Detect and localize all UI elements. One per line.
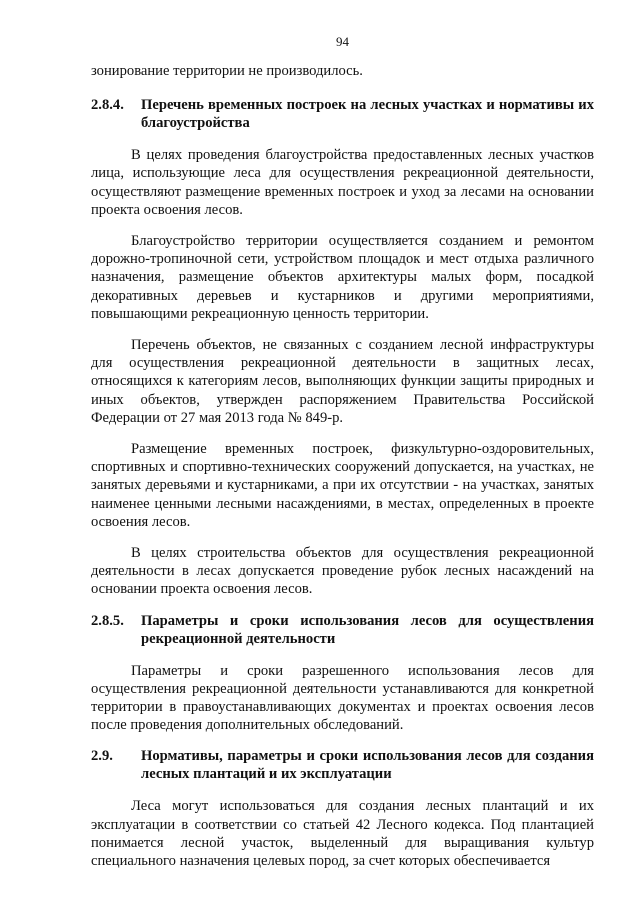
section-heading xyxy=(91,747,594,783)
paragraph: Благоустройство территории осуществляется созданием и ремонтом дорожно-тропиночной сети, устройством площадок и мест отдыха различного назначения, размещение объектов архитектуры малых форм, посадкой декоративных деревьев и кустарников и другими мероприятиями, повышающими рекреационную ценность территории. xyxy=(91,233,594,322)
section-title: Параметры и сроки использования лесов для осуществления рекреационной деятельности xyxy=(141,612,594,647)
section-2-8-4 xyxy=(91,96,594,598)
section-number: 2.8.4. xyxy=(91,97,124,114)
section-title: Нормативы, параметры и сроки использования лесов для создания лесных плантаций и их эксплуатации xyxy=(141,748,594,783)
lead-text: зонирование территории не производилось. xyxy=(91,63,363,79)
section-heading xyxy=(91,612,594,648)
paragraph: Параметры и сроки разрешенного использования лесов для осуществления рекреационной деятельности устанавливаются для конкретной территории в правоустанавливающих документах и проектах освоения лесов после проведения дополнительных обследований. xyxy=(91,662,594,734)
paragraph: В целях строительства объектов для осуществления рекреационной деятельности в лесах допускается проведение рубок лесных насаждений на основании проекта освоения лесов. xyxy=(91,545,594,598)
paragraph: Перечень объектов, не связанных с созданием лесной инфраструктуры для осуществления рекреационной деятельности в защитных лесах, относящихся к категориям лесов, выполняющих функции защиты природных и иных объектов, утвержден распоряжением Правительства Российской Федерации от 27 мая 2013 года № 849-р. xyxy=(91,337,594,426)
section-2-8-5 xyxy=(91,612,594,735)
section-title: Перечень временных построек на лесных участках и нормативы их благоустройства xyxy=(141,97,594,132)
section-heading xyxy=(91,96,594,132)
section-number: 2.8.5. xyxy=(91,612,124,629)
paragraph: Размещение временных построек, физкультурно-оздоровительных, спортивных и спортивно-технических сооружений допускается, на участках, не занятых деревьями и кустарниками, а при их отсутствии - на участках, занятых наименее ценными лесными насаждениями, в местах, определенных в проекте освоения лесов. xyxy=(91,441,594,530)
section-2-9 xyxy=(91,747,594,870)
section-number: 2.9. xyxy=(91,748,113,765)
paragraph: Леса могут использоваться для создания лесных плантаций и их эксплуатации в соответствии со статьей 42 Лесного кодекса. Под плантацией понимается лесной участок, выделенный для выращивания культур специального назначения целевых пород, за счет которых обеспечивается xyxy=(91,798,594,870)
paragraph: В целях проведения благоустройства предоставленных лесных участков лица, использующие леса для осуществления рекреационной деятельности, осуществляют размещение временных построек и уход за лесами на основании проекта освоения лесов. xyxy=(91,147,594,218)
page-number: 94 xyxy=(336,34,349,49)
